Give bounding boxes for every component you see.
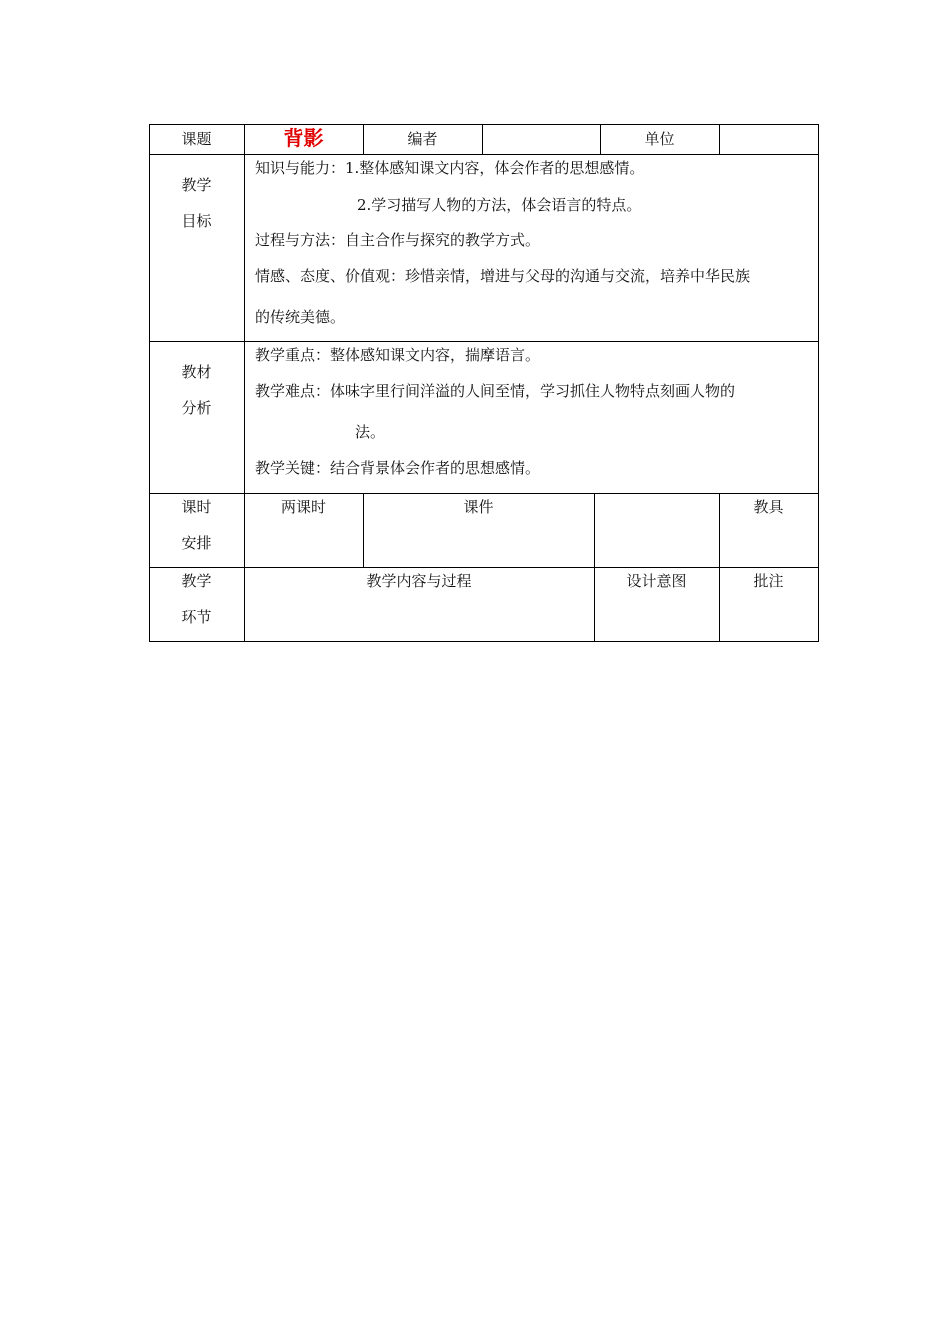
- notes-label: 批注: [753, 572, 784, 590]
- objective-line-3: 过程与方法：自主合作与探究的教学方式。: [255, 231, 541, 249]
- row-divider-1: [149, 154, 819, 155]
- objective-line-1: 知识与能力：1.整体感知课文内容，体会作者的思想感情。: [255, 159, 645, 177]
- analysis-label-line2: 分析: [181, 399, 212, 417]
- row-divider-2: [149, 341, 819, 342]
- objectives-label-line2: 目标: [181, 212, 212, 230]
- header-divider-4: [719, 124, 720, 154]
- steps-label-line2: 环节: [181, 608, 212, 626]
- steps-label-line1: 教学: [181, 572, 212, 590]
- courseware-label: 课件: [463, 498, 494, 516]
- analysis-line-1: 教学重点：整体感知课文内容，揣摩语言。: [255, 346, 541, 364]
- schedule-hours: 两课时: [280, 498, 326, 516]
- topic-label: 课题: [181, 130, 212, 148]
- editor-label: 编者: [407, 130, 438, 148]
- lesson-title: 背影: [283, 126, 324, 150]
- analysis-line-3: 法。: [355, 423, 386, 441]
- analysis-line-2: 教学难点：体味字里行间洋溢的人间至情，学习抓住人物特点刻画人物的: [255, 382, 736, 400]
- table-border-right: [818, 124, 819, 642]
- content-process-label: 教学内容与过程: [366, 572, 472, 590]
- schedule-label-line1: 课时: [181, 498, 212, 516]
- design-intent-label: 设计意图: [626, 572, 687, 590]
- label-column-divider: [244, 124, 245, 642]
- objective-line-4: 情感、态度、价值观：珍惜亲情，增进与父母的沟通与交流，培养中华民族: [255, 267, 751, 285]
- schedule-divider-2: [594, 493, 595, 641]
- table-border-left: [149, 124, 150, 642]
- schedule-label-line2: 安排: [181, 534, 212, 552]
- table-border-bottom: [149, 641, 819, 642]
- objective-line-5: 的传统美德。: [255, 308, 346, 326]
- unit-label: 单位: [644, 130, 675, 148]
- analysis-label-line1: 教材: [181, 363, 212, 381]
- header-divider-2: [482, 124, 483, 154]
- analysis-line-4: 教学关键：结合背景体会作者的思想感情。: [255, 459, 541, 477]
- objective-line-2: 2.学习描写人物的方法，体会语言的特点。: [357, 196, 642, 214]
- objectives-label-line1: 教学: [181, 176, 212, 194]
- tools-label: 教具: [753, 498, 784, 516]
